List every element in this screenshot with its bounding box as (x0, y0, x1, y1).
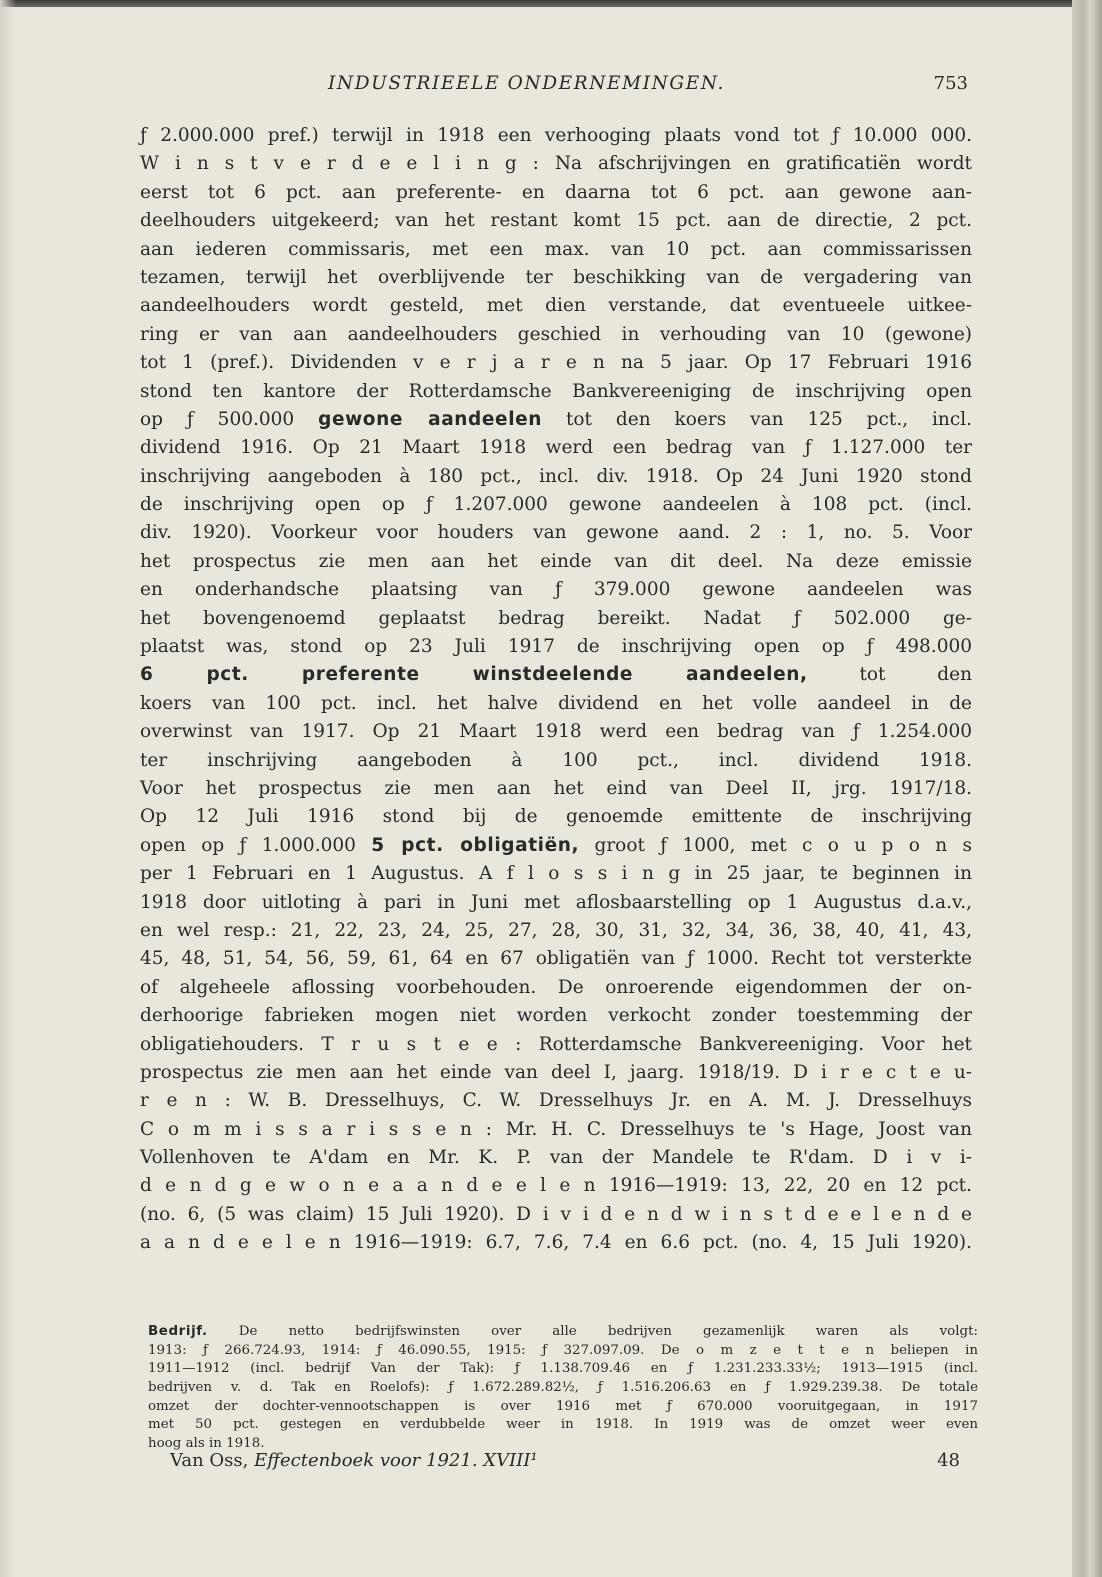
body-line: Op 12 Juli 1916 stond bij de genoemde emittente de inschrijving (140, 806, 972, 828)
body-line: 45, 48, 51, 54, 56, 59, 61, 64 en 67 obligatiën van ƒ 1000. Recht tot versterkte (140, 948, 972, 970)
body-line: r e n : W. B. Dresselhuys, C. W. Dresselhuys Jr. en A. M. J. Dresselhuys (140, 1090, 972, 1112)
body-line: ring er van aan aandeelhouders geschied in verhouding van 10 (gewone) (140, 323, 972, 345)
body-text (140, 122, 972, 1258)
body-line: 1918 door uitloting à pari in Juni met aflosbaarstelling op 1 Augustus d.a.v., (140, 891, 972, 913)
body-line: aan iederen commissaris, met een max. van 10 pct. aan commissarissen (140, 238, 972, 260)
page-binding-edge (1072, 0, 1102, 1577)
body-line: prospectus zie men aan het einde van deel I, jaarg. 1918/19. D i r e c t e u- (140, 1061, 972, 1083)
body-line: derhoorige fabrieken mogen niet worden verkocht zonder toestemming der (140, 1005, 972, 1027)
footnote-line: bedrijven v. d. Tak en Roelofs): ƒ 1.672.289.82½, ƒ 1.516.206.63 en ƒ 1.929.239.38. De totale (148, 1380, 978, 1396)
body-line: en wel resp.: 21, 22, 23, 24, 25, 27, 28, 30, 31, 32, 34, 36, 38, 40, 41, 43, (140, 919, 972, 941)
body-line: inschrijving aangeboden à 180 pct., incl. div. 1918. Op 24 Juni 1920 stond (140, 465, 972, 487)
body-line: obligatiehouders. T r u s t e e : Rotterdamsche Bankvereeniging. Voor het (140, 1033, 972, 1055)
footnote-line: omzet der dochter-vennootschappen is over 1916 met ƒ 670.000 vooruitgegaan, in 1917 (148, 1398, 978, 1414)
page-number: 753 (933, 73, 968, 94)
body-line: aandeelhouders wordt gesteld, met dien verstande, dat eventueele uitkee- (140, 295, 972, 317)
body-line: (no. 6, (5 was claim) 15 Juli 1920). D i v i d e n d w i n s t d e e l e n d e (140, 1203, 972, 1225)
signature-number: 48 (937, 1450, 960, 1471)
body-line: per 1 Februari en 1 Augustus. A f l o s s i n g in 25 jaar, te beginnen in (140, 863, 972, 885)
body-line: ƒ 2.000.000 pref.) terwijl in 1918 een verhooging plaats vond tot ƒ 10.000 000. (140, 125, 972, 146)
footer-book-title: Effectenboek voor 1921. (254, 1450, 478, 1471)
body-line: Vollenhoven te A'dam en Mr. K. P. van der Mandele te R'dam. D i v i- (140, 1147, 972, 1169)
bold-term: 6 pct. preferente winstdeelende aandeelen, (140, 664, 808, 686)
footnote-line: 1911—1912 (incl. bedrijf Van der Tak): ƒ 1.138.709.46 en ƒ 1.231.233.33½; 1913—1915 (incl. (148, 1361, 978, 1377)
body-line: overwinst van 1917. Op 21 Maart 1918 werd een bedrag van ƒ 1.254.000 (140, 721, 972, 743)
body-line: koers van 100 pct. incl. het halve dividend en het volle aandeel in de (140, 692, 972, 714)
page-top-edge (0, 0, 1102, 7)
running-head (140, 73, 970, 101)
footnote-line: Bedrijf. De netto bedrijfswinsten over alle bedrijven gezamenlijk waren als volgt: (148, 1324, 978, 1339)
page-left-shadow (0, 0, 16, 1577)
body-line: tezamen, terwijl het overblijvende ter beschikking van de vergadering van (140, 266, 972, 288)
footnote-line: met 50 pct. gestegen en verdubbelde weer in 1918. In 1919 was de omzet weer even (148, 1417, 978, 1433)
footer-title (170, 1450, 538, 1471)
body-line: het bovengenoemd geplaatst bedrag bereikt. Nadat ƒ 502.000 ge- (140, 607, 972, 629)
body-line: d e n d g e w o n e a a n d e e l e n 1916—1919: 13, 22, 20 en 12 pct. (140, 1175, 972, 1197)
bold-term: gewone aandeelen (318, 408, 543, 430)
body-line: div. 1920). Voorkeur voor houders van gewone aand. 2 : 1, no. 5. Voor (140, 522, 972, 544)
footnote (148, 1323, 978, 1454)
footer-author: Van Oss, (170, 1450, 249, 1471)
body-line: W i n s t v e r d e e l i n g : Na afschrijvingen en gratificatiën wordt (140, 153, 972, 175)
body-line: plaatst was, stond op 23 Juli 1917 de inschrijving open op ƒ 498.000 (140, 636, 972, 658)
body-line: het prospectus zie men aan het einde van dit deel. Na deze emissie (140, 550, 972, 572)
body-line: stond ten kantore der Rotterdamsche Bankvereeniging de inschrijving open (140, 380, 972, 402)
running-title: INDUSTRIEELE ONDERNEMINGEN. (328, 73, 725, 94)
body-line: open op ƒ 1.000.000 5 pct. obligatiën, groot ƒ 1000, met c o u p o n s (140, 834, 972, 856)
body-line: de inschrijving open op ƒ 1.207.000 gewone aandeelen à 108 pct. (incl. (140, 494, 972, 516)
footnote-line: 1913: ƒ 266.724.93, 1914: ƒ 46.090.55, 1915: ƒ 327.097.09. De o m z e t t e n beliepen in (148, 1342, 978, 1358)
body-line: Voor het prospectus zie men aan het eind van Deel II, jrg. 1917/18. (140, 777, 972, 799)
footnote-line: hoog als in 1918. (148, 1436, 265, 1452)
bold-term: 5 pct. obligatiën, (371, 834, 580, 856)
page-footer (170, 1450, 960, 1478)
body-line: eerst tot 6 pct. aan preferente- en daarna tot 6 pct. aan gewone aan- (140, 181, 972, 203)
body-line: tot 1 (pref.). Dividenden v e r j a r e n na 5 jaar. Op 17 Februari 1916 (140, 352, 972, 374)
body-line: C o m m i s s a r i s s e n : Mr. H. C. Dresselhuys te 's Hage, Joost van (140, 1118, 972, 1140)
body-line: deelhouders uitgekeerd; van het restant komt 15 pct. aan de directie, 2 pct. (140, 210, 972, 232)
body-line: en onderhandsche plaatsing van ƒ 379.000 gewone aandeelen was (140, 579, 972, 601)
body-line: 6 pct. preferente winstdeelende aandeelen, tot den (140, 664, 972, 686)
body-line: of algeheele aflossing voorbehouden. De onroerende eigendommen der on- (140, 976, 972, 998)
body-line: dividend 1916. Op 21 Maart 1918 werd een bedrag van ƒ 1.127.000 ter (140, 437, 972, 459)
body-line: ter inschrijving aangeboden à 100 pct., incl. dividend 1918. (140, 749, 972, 771)
bold-term: Bedrijf. (148, 1324, 208, 1339)
body-line: a a n d e e l e n 1916—1919: 6.7, 7.6, 7.4 en 6.6 pct. (no. 4, 15 Juli 1920). (140, 1232, 972, 1254)
body-line: op ƒ 500.000 gewone aandeelen tot den koers van 125 pct., incl. (140, 408, 972, 430)
footer-volume: XVIII¹ (483, 1450, 538, 1471)
